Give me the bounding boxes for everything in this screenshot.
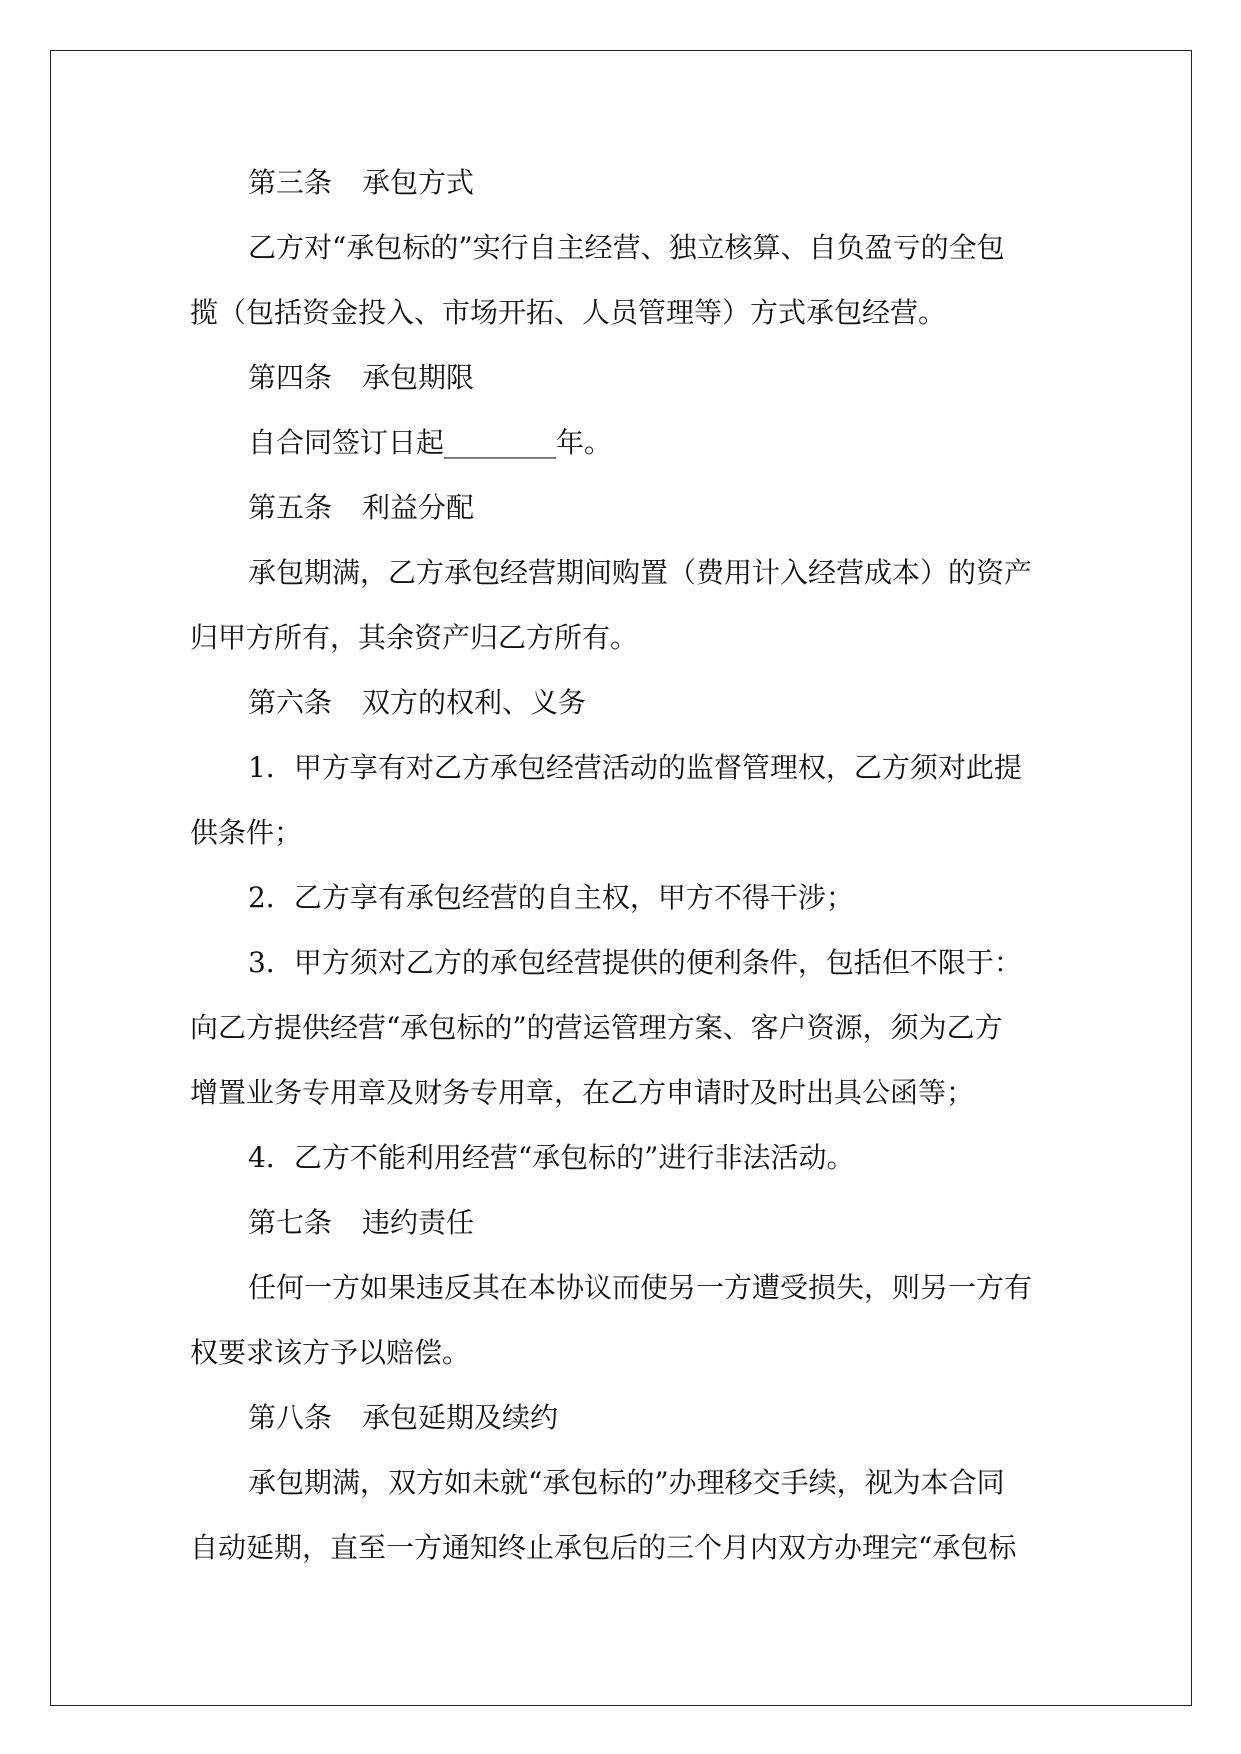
paragraph-line: 4．乙方不能利用经营“承包标的”进行非法活动。: [248, 1141, 855, 1174]
article-number: 第三条: [248, 166, 333, 199]
paragraph-line: 权要求该方予以赔偿。: [190, 1336, 471, 1369]
paragraph-line: 承包期满，乙方承包经营期间购置（费用计入经营成本）的资产: [248, 556, 1033, 589]
paragraph-line: 揽（包括资金投入、市场开拓、人员管理等）方式承包经营。: [190, 296, 947, 329]
paragraph-line: 1．甲方享有对乙方承包经营活动的监督管理权，乙方须对此提: [248, 751, 1022, 784]
article-heading: [190, 150, 1058, 215]
article-number: 第六条: [248, 686, 333, 719]
paragraph-line: 承包期满，双方如未就“承包标的”办理移交手续，视为本合同: [248, 1466, 1005, 1499]
article-heading: [190, 1190, 1058, 1255]
article-title: 利益分配: [362, 491, 475, 524]
article-number: 第五条: [248, 491, 333, 524]
paragraph-line: 任何一方如果违反其在本协议而使另一方遭受损失，则另一方有: [248, 1271, 1033, 1304]
paragraph-line: 2．乙方享有承包经营的自主权，甲方不得干涉；: [248, 881, 854, 914]
paragraph-line: 自合同签订日起________年。: [248, 426, 613, 459]
article-number: 第八条: [248, 1401, 333, 1434]
article-heading: [190, 1385, 1058, 1450]
article-heading: [190, 670, 1058, 735]
article-heading: [190, 475, 1058, 540]
paragraph-line: 供条件；: [190, 816, 303, 849]
paragraph-line: 3．甲方须对乙方的承包经营提供的便利条件，包括但不限于：: [248, 946, 1022, 979]
article-title: 承包方式: [362, 166, 475, 199]
article-number: 第四条: [248, 361, 333, 394]
article-title: 承包期限: [362, 361, 475, 394]
article-number: 第七条: [248, 1206, 333, 1239]
paragraph-line: 自动延期，直至一方通知终止承包后的三个月内双方办理完“承包标: [190, 1531, 1017, 1564]
paragraph-line: 向乙方提供经营“承包标的”的营运管理方案、客户资源，须为乙方: [190, 1011, 1003, 1044]
article-title: 违约责任: [362, 1206, 475, 1239]
paragraph-line: 乙方对“承包标的”实行自主经营、独立核算、自负盈亏的全包: [248, 231, 1005, 264]
article-heading: [190, 345, 1058, 410]
article-title: 承包延期及续约: [362, 1401, 559, 1434]
paragraph-line: 增置业务专用章及财务专用章，在乙方申请时及时出具公函等；: [190, 1076, 975, 1109]
article-title: 双方的权利、义务: [362, 686, 587, 719]
paragraph-line: 归甲方所有，其余资产归乙方所有。: [190, 621, 639, 654]
document-body: [190, 150, 1058, 1580]
